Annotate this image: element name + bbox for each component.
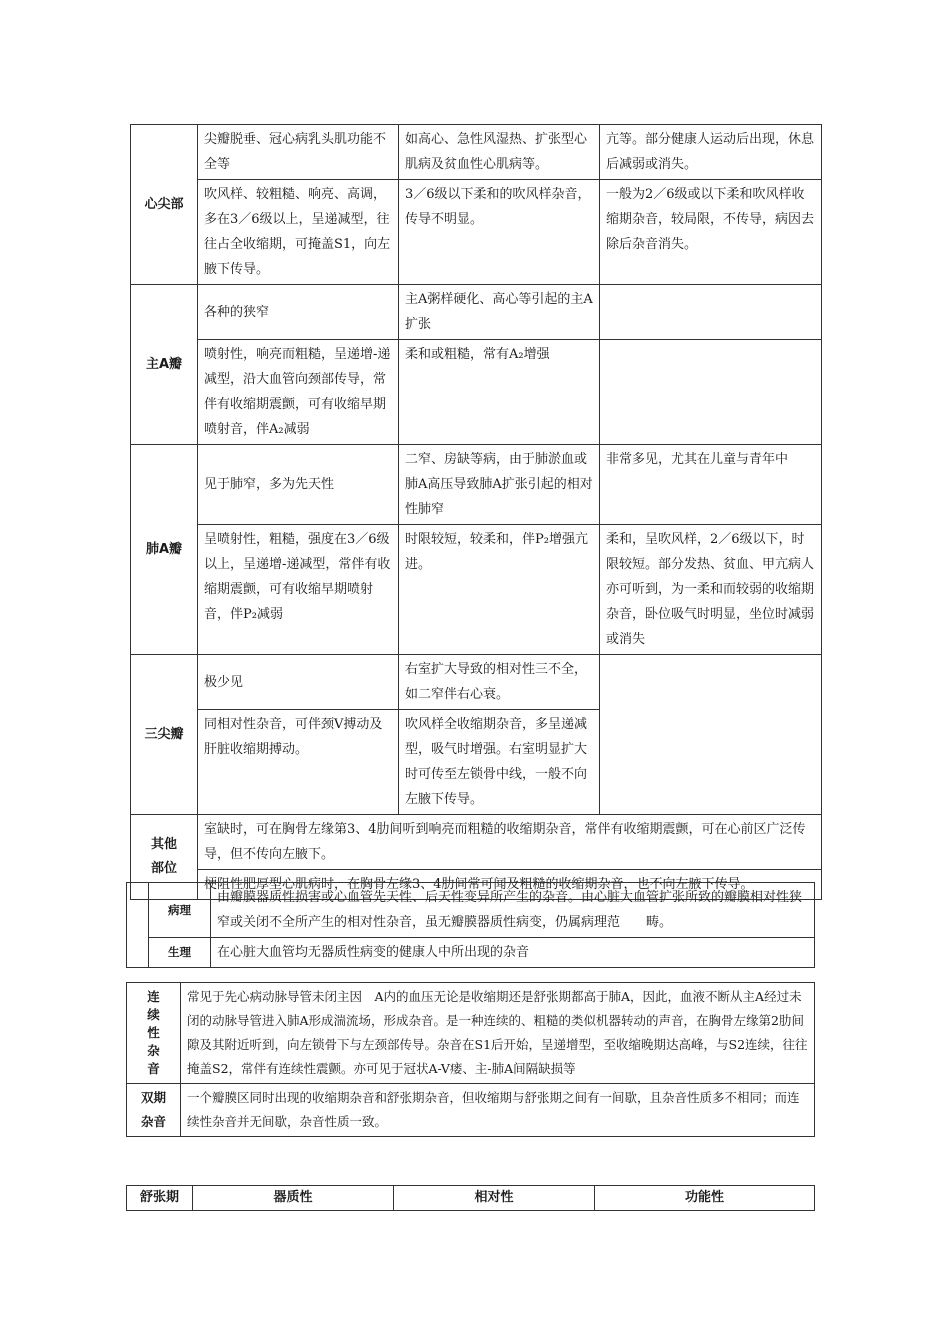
table-row <box>127 983 815 1084</box>
table-cell: 柔和或粗糙，常有A₂增强 <box>399 340 600 445</box>
blank-cell <box>127 883 149 968</box>
diastolic-murmur-table <box>126 1185 815 1211</box>
table-row <box>131 125 822 180</box>
table-cell: 吹风样全收缩期杂音，多呈递减型，吸气时增强。右室明显扩大时可传至左锁骨中线，一般不向左腋下传导。 <box>399 710 600 815</box>
table-cell <box>600 655 822 815</box>
table-cell: 在心脏大血管均无器质性病变的健康人中所出现的杂音 <box>211 938 815 968</box>
column-header-functional: 功能性 <box>595 1186 815 1211</box>
table-cell: 同相对性杂音，可伴颈V搏动及肝脏收缩期搏动。 <box>198 710 399 815</box>
row-header-physiological: 生理 <box>149 938 211 968</box>
continuous-murmur-table <box>126 982 815 1137</box>
table-row <box>131 180 822 285</box>
table-cell: 一般为2／6级或以下柔和吹风样收缩期杂音，较局限，不传导，病因去除后杂音消失。 <box>600 180 822 285</box>
table-cell <box>600 340 822 445</box>
table-cell: 柔和，呈吹风样，2／6级以下，时限较短。部分发热、贫血、甲亢病人亦可听到，为一柔和而较弱的收缩期杂音，卧位吸气时明显，坐位时减弱或消失 <box>600 525 822 655</box>
row-header-tricuspid: 三尖瓣 <box>131 655 198 815</box>
column-header-diastolic: 舒张期 <box>127 1186 193 1211</box>
row-header-aortic: 主A瓣 <box>131 285 198 445</box>
table-cell: 呈喷射性，粗糙，强度在3／6级以上，呈递增-递减型，常伴有收缩期震颤，可有收缩早期喷射音，伴P₂减弱 <box>198 525 399 655</box>
table-cell: 如高心、急性风湿热、扩张型心肌病及贫血性心肌病等。 <box>399 125 600 180</box>
table-cell: 见于肺窄，多为先天性 <box>198 445 399 525</box>
table-cell: 主A粥样硬化、高心等引起的主A扩张 <box>399 285 600 340</box>
table-cell: 喷射性，响亮而粗糙，呈递增-递减型，沿大血管向颈部传导，常伴有收缩期震颤，可有收缩早期喷射音，伴A₂减弱 <box>198 340 399 445</box>
table-row <box>131 285 822 340</box>
systolic-murmur-table <box>130 124 822 900</box>
table-cell: 由瓣膜器质性损害或心血管先天性、后天性变异所产生的杂音。由心脏大血管扩张所致的瓣膜相对性狭窄或关闭不全所产生的相对性杂音，虽无瓣膜器质性病变，仍属病理范 畴。 <box>211 883 815 938</box>
row-header-continuous <box>127 983 181 1084</box>
table-row <box>131 340 822 445</box>
continuous-label: 连续性杂音 <box>147 989 160 1076</box>
table-cell: 常见于先心病动脉导管未闭主因 A内的血压无论是收缩期还是舒张期都高于肺A，因此，血液不断从主A经过未闭的动脉导管进入肺A形成湍流场，形成杂音。是一种连续的、粗糙的类似机器转动的声音，在胸骨左缘第2肋间隙及其附近听到，向左锁骨下与左颈部传导。杂音在S1后开始，呈递增型，至收缩晚期达高峰，与S2连续，往往掩盖S2，常伴有连续性震颤。亦可见于冠状A-V瘘、主-肺A间隔缺损等 <box>181 983 815 1084</box>
table-row <box>127 1084 815 1137</box>
table-cell: 极少见 <box>198 655 399 710</box>
table-cell <box>600 285 822 340</box>
row-header-double <box>127 1084 181 1137</box>
table-cell: 时限较短，较柔和，伴P₂增强亢进。 <box>399 525 600 655</box>
table-cell: 吹风样、较粗糙、响亮、高调，多在3／6级以上，呈递减型，往往占全收缩期，可掩盖S1，向左腋下传导。 <box>198 180 399 285</box>
row-header-pulmonary: 肺A瓣 <box>131 445 198 655</box>
row-header-pathological: 病理 <box>149 883 211 938</box>
column-header-relative: 相对性 <box>394 1186 595 1211</box>
murmur-nature-table <box>126 882 815 968</box>
table-cell: 二窄、房缺等病，由于肺淤血或肺A高压导致肺A扩张引起的相对性肺窄 <box>399 445 600 525</box>
table-cell: 室缺时，可在胸骨左缘第3、4肋间听到响亮而粗糙的收缩期杂音，常伴有收缩期震颤，可在心前区广泛传导，但不传向左腋下。 <box>198 815 822 870</box>
table-row <box>131 525 822 655</box>
table-header-row <box>127 1186 815 1211</box>
row-header-apex: 心尖部 <box>131 125 198 285</box>
table-row <box>131 445 822 525</box>
table-cell: 一个瓣膜区同时出现的收缩期杂音和舒张期杂音，但收缩期与舒张期之间有一间歇，且杂音性质多不相同；而连续性杂音并无间歇，杂音性质一致。 <box>181 1084 815 1137</box>
table-row <box>131 815 822 870</box>
table-row <box>131 655 822 710</box>
double-label: 双期杂音 <box>141 1090 167 1129</box>
table-row <box>127 883 815 938</box>
table-cell: 亢等。部分健康人运动后出现，休息后减弱或消失。 <box>600 125 822 180</box>
table-cell: 各种的狭窄 <box>198 285 399 340</box>
table-cell: 梗阻性肥厚型心肌病时，在胸骨左缘3、4肋间常可闻及粗糙的收缩期杂音，也不向左腋下传导。 <box>198 870 822 900</box>
other-label: 其他部位 <box>151 837 178 876</box>
table-cell: 3／6级以下柔和的吹风样杂音，传导不明显。 <box>399 180 600 285</box>
table-row <box>127 938 815 968</box>
column-header-organic: 器质性 <box>193 1186 394 1211</box>
table-cell: 非常多见，尤其在儿童与青年中 <box>600 445 822 525</box>
table-cell: 右室扩大导致的相对性三不全，如二窄伴右心衰。 <box>399 655 600 710</box>
table-cell: 尖瓣脱垂、冠心病乳头肌功能不全等 <box>198 125 399 180</box>
